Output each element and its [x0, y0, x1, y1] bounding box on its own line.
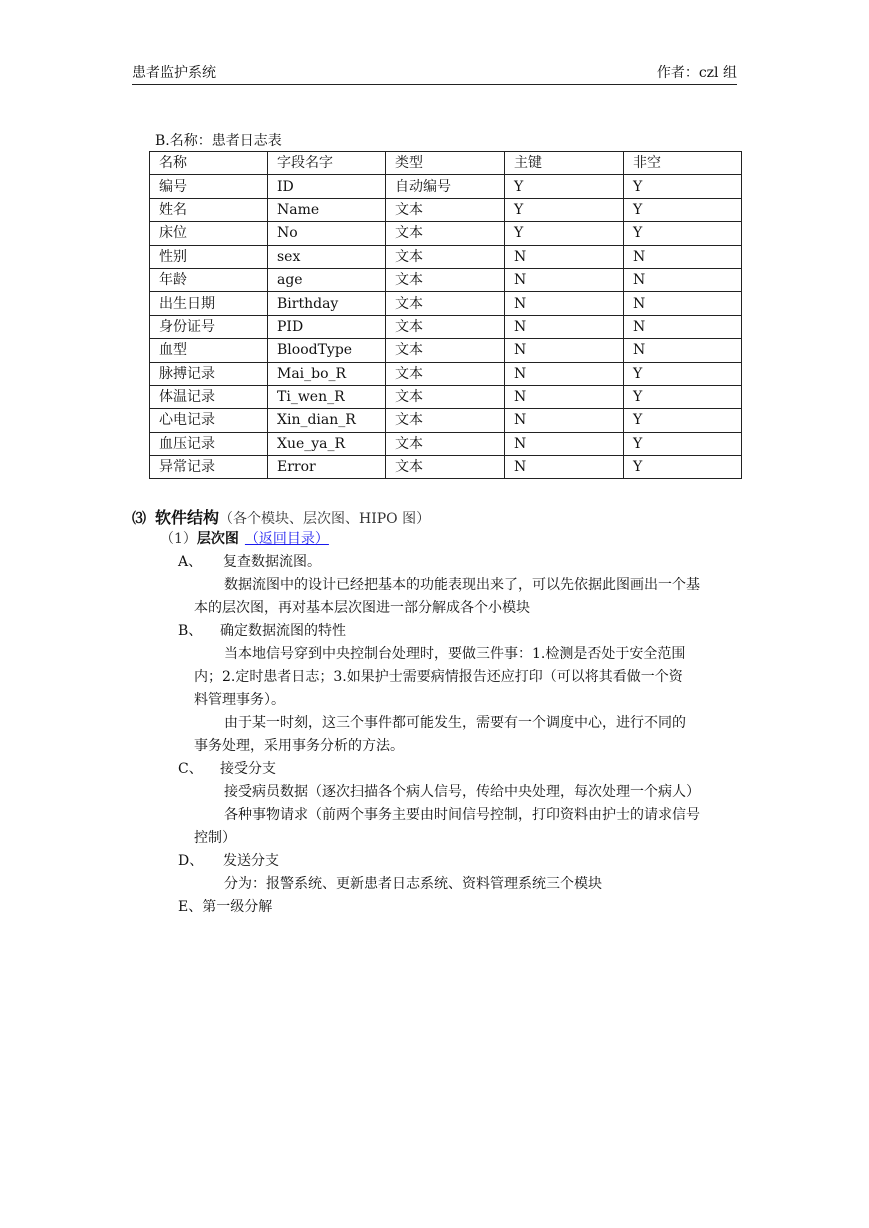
table-cell: 文本: [386, 198, 505, 221]
table-cell: Y: [624, 409, 742, 432]
table-cell: Xue_ya_R: [268, 432, 386, 455]
item-a-title: 复查数据流图。: [223, 554, 321, 570]
table-cell: Mai_bo_R: [268, 362, 386, 385]
item-c-title: 接受分支: [220, 761, 276, 777]
table-cell: N: [505, 245, 624, 268]
item-b-title: 确定数据流图的特性: [220, 623, 346, 639]
table-row: [150, 245, 742, 268]
item-c-marker: C、: [178, 761, 203, 777]
section-number: ⑶: [132, 511, 146, 527]
table-cell: Y: [624, 198, 742, 221]
section-title: 软件结构: [155, 508, 220, 527]
table-cell: Y: [505, 198, 624, 221]
item-d-marker: D、: [178, 853, 204, 869]
back-to-toc-link[interactable]: （返回目录）: [244, 531, 329, 547]
table-cell: Ti_wen_R: [268, 385, 386, 408]
table-cell: 出生日期: [150, 292, 268, 315]
subsection-number: （1）: [160, 531, 197, 547]
table-row: [150, 315, 742, 338]
table-cell: ID: [268, 175, 386, 198]
table-header-row: [150, 152, 742, 175]
table-cell: N: [505, 362, 624, 385]
table-cell: N: [624, 245, 742, 268]
item-a-paragraph-line: 本的层次图，再对基本层次图进一部分解成各个小模块: [194, 600, 530, 616]
item-e-line: E、第一级分解: [178, 899, 273, 915]
item-c-paragraph-line: 接受病员数据（逐次扫描各个病人信号，传给中央处理，每次处理一个病人）: [224, 784, 700, 800]
table-cell: 自动编号: [386, 175, 505, 198]
table-cell: 文本: [386, 315, 505, 338]
item-a-paragraph-line: 数据流图中的设计已经把基本的功能表现出来了，可以先依据此图画出一个基: [224, 577, 700, 593]
subsection-heading: [160, 528, 329, 548]
table-header-cell: 名称: [150, 152, 268, 175]
table-cell: Y: [624, 175, 742, 198]
table-cell: 血压记录: [150, 432, 268, 455]
item-b-paragraph-line: 由于某一时刻，这三个事件都可能发生，需要有一个调度中心，进行不同的: [224, 715, 686, 731]
table-cell: N: [624, 268, 742, 291]
table-cell: 性别: [150, 245, 268, 268]
table-cell: N: [505, 409, 624, 432]
table-cell: 年龄: [150, 268, 268, 291]
table-header-cell: 主键: [505, 152, 624, 175]
section-heading: [132, 505, 430, 528]
table-caption: B.名称：患者日志表: [155, 133, 282, 149]
page-header: [132, 62, 737, 85]
item-c-paragraph-line: 各种事物请求（前两个事务主要由时间信号控制，打印资料由护士的请求信号: [224, 807, 700, 823]
table-cell: 血型: [150, 339, 268, 362]
table-header-cell: 非空: [624, 152, 742, 175]
table-cell: N: [505, 339, 624, 362]
item-d-title: 发送分支: [223, 853, 279, 869]
table-row: [150, 198, 742, 221]
table-row: [150, 339, 742, 362]
table-cell: Y: [624, 432, 742, 455]
table-row: [150, 362, 742, 385]
table-cell: Error: [268, 456, 386, 479]
table-cell: Y: [505, 222, 624, 245]
table-cell: 姓名: [150, 198, 268, 221]
table-cell: age: [268, 268, 386, 291]
table-cell: 文本: [386, 432, 505, 455]
table-cell: Name: [268, 198, 386, 221]
table-cell: N: [505, 315, 624, 338]
table-cell: N: [505, 456, 624, 479]
table-cell: 文本: [386, 245, 505, 268]
table-cell: sex: [268, 245, 386, 268]
table-row: [150, 175, 742, 198]
item-b-marker: B、: [178, 623, 203, 639]
item-d-paragraph-line: 分为：报警系统、更新患者日志系统、资料管理系统三个模块: [224, 876, 602, 892]
item-b-paragraph-line: 内；2.定时患者日志；3.如果护士需要病情报告还应打印（可以将其看做一个资: [194, 669, 683, 685]
table-cell: Y: [624, 385, 742, 408]
subsection-title: 层次图: [196, 531, 239, 547]
table-cell: 文本: [386, 456, 505, 479]
table-cell: Y: [505, 175, 624, 198]
table-cell: N: [505, 268, 624, 291]
table-cell: 文本: [386, 292, 505, 315]
table-cell: 文本: [386, 409, 505, 432]
table-cell: 心电记录: [150, 409, 268, 432]
table-cell: No: [268, 222, 386, 245]
table-cell: 身份证号: [150, 315, 268, 338]
table-row: [150, 292, 742, 315]
table-cell: N: [505, 292, 624, 315]
item-b-paragraph-line: 料管理事务）。: [194, 692, 285, 708]
table-cell: 体温记录: [150, 385, 268, 408]
table-cell: 文本: [386, 362, 505, 385]
table-row: [150, 385, 742, 408]
table-cell: 脉搏记录: [150, 362, 268, 385]
table-cell: BloodType: [268, 339, 386, 362]
table-cell: 床位: [150, 222, 268, 245]
table-cell: 异常记录: [150, 456, 268, 479]
table-cell: N: [624, 339, 742, 362]
item-c-paragraph-line: 控制）: [194, 830, 236, 846]
table-cell: PID: [268, 315, 386, 338]
table-cell: Y: [624, 456, 742, 479]
section-subtitle: （各个模块、层次图、HIPO 图）: [219, 511, 431, 527]
item-a-marker: A、: [178, 554, 203, 570]
table-header-cell: 类型: [386, 152, 505, 175]
table-cell: 编号: [150, 175, 268, 198]
table-row: [150, 456, 742, 479]
table-cell: Xin_dian_R: [268, 409, 386, 432]
table-cell: N: [505, 432, 624, 455]
header-title: 患者监护系统: [132, 65, 216, 81]
table-row: [150, 432, 742, 455]
table-cell: Y: [624, 362, 742, 385]
table-cell: 文本: [386, 268, 505, 291]
table-cell: Y: [624, 222, 742, 245]
header-author: 作者：czl 组: [656, 65, 737, 81]
table-cell: N: [505, 385, 624, 408]
table-cell: N: [624, 292, 742, 315]
table-cell: 文本: [386, 385, 505, 408]
table-row: [150, 268, 742, 291]
table-cell: 文本: [386, 339, 505, 362]
table-row: [150, 222, 742, 245]
item-b-paragraph-line: 事务处理，采用事务分析的方法。: [194, 738, 404, 754]
table-header-cell: 字段名字: [268, 152, 386, 175]
table-row: [150, 409, 742, 432]
table-cell: 文本: [386, 222, 505, 245]
table-cell: Birthday: [268, 292, 386, 315]
item-b-paragraph-line: 当本地信号穿到中央控制台处理时，要做三件事：1.检测是否处于安全范围: [224, 646, 686, 662]
patient-log-table: [149, 151, 742, 479]
table-cell: N: [624, 315, 742, 338]
